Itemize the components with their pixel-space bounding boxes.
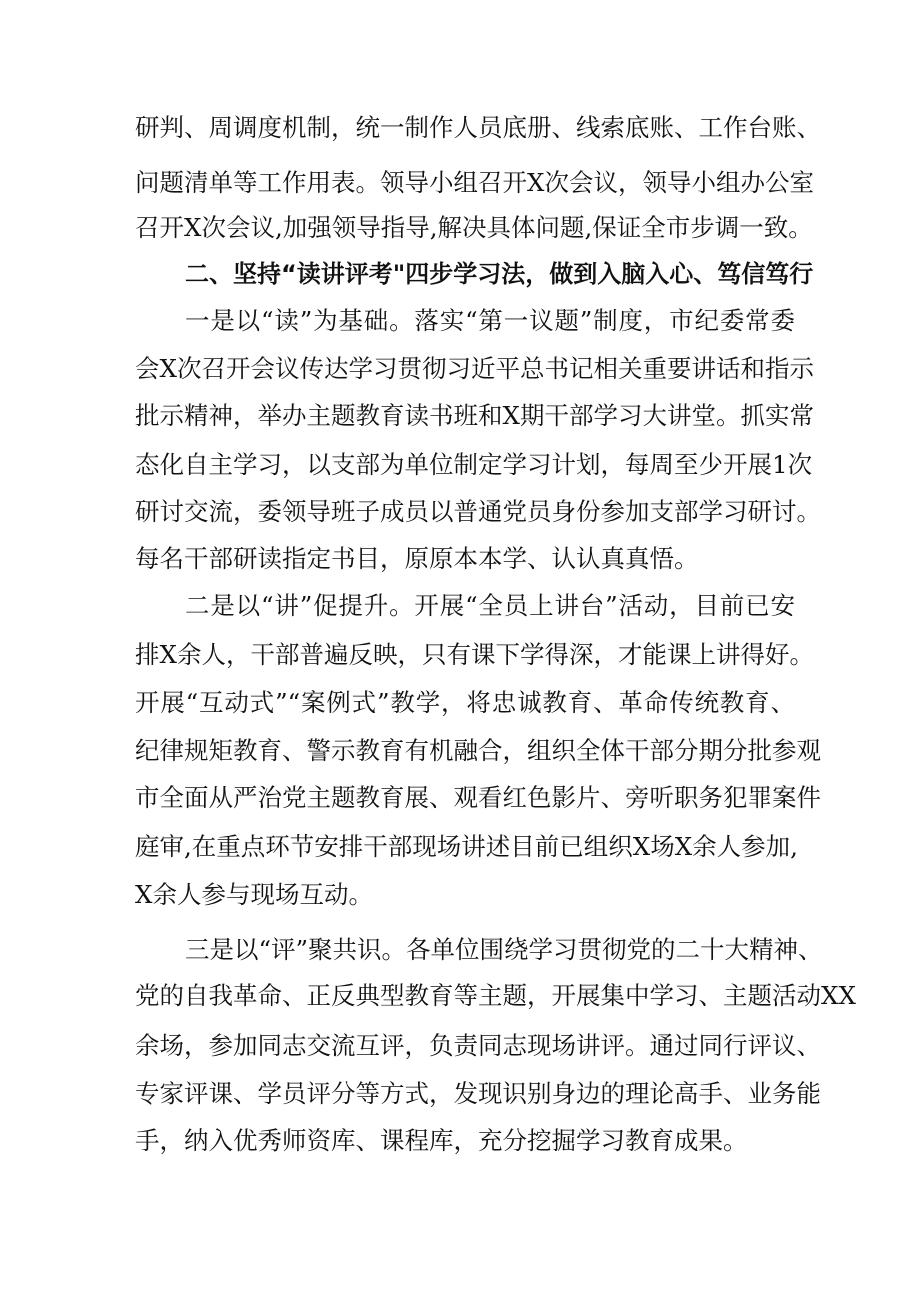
- text-line: 一是以“读”为基础。落实“第一议题”制度，市纪委常委: [185, 306, 795, 335]
- section-heading: 二、坚持“读讲评考"四步学习法，做到入脑入心、笃信笃行: [185, 260, 814, 288]
- text-line: 问题清单等工作用表。领导小组召开X次会议，领导小组办公室: [135, 168, 814, 197]
- text-line: 手，纳入优秀师资库、课程库，充分挖掘学习教育成果。: [135, 1126, 748, 1155]
- text-line: 每名干部研读指定书目，原原本本学、认认真真悟。: [135, 544, 699, 573]
- text-line: 党的自我革命、正反典型教育等主题，开展集中学习、主题活动XX: [135, 981, 856, 1010]
- text-line: 庭审,在重点环节安排干部现场讲述目前已组织X场X余人参加,: [135, 832, 798, 861]
- text-line: 批示精神，举办主题教育读书班和X期干部学习大讲堂。抓实常: [135, 401, 814, 430]
- text-line: 研讨交流，委领导班子成员以普通党员身份参加支部学习研讨。: [135, 497, 821, 526]
- text-line: 研判、周调度机制，统一制作人员底册、线索底账、工作台账、: [135, 113, 821, 142]
- text-line: 纪律规矩教育、警示教育有机融合，组织全体干部分期分批参观: [135, 736, 821, 765]
- text-line: 专家评课、学员评分等方式，发现识别身边的理论高手、业务能: [135, 1079, 821, 1108]
- text-line: 态化自主学习，以支部为单位制定学习计划，每周至少开展1次: [135, 450, 813, 479]
- text-line: 召开X次会议,加强领导指导,解决具体问题,保证全市步调一致。: [135, 213, 813, 242]
- text-line: X余人参与现场互动。: [135, 880, 373, 909]
- text-line: 会X次召开会议传达学习贯彻习近平总书记相关重要讲话和指示: [135, 354, 814, 383]
- text-line: 三是以“评”聚共识。各单位围绕学习贯彻党的二十大精神、: [185, 935, 823, 964]
- text-line: 开展“互动式”“案例式”教学，将忠诚教育、革命传统教育、: [135, 688, 795, 717]
- text-line: 市全面从严治党主题教育展、观看红色影片、旁听职务犯罪案件: [135, 783, 821, 812]
- text-line: 余场，参加同志交流互评，负责同志现场讲评。通过同行评议、: [135, 1031, 821, 1060]
- text-line: 排X余人，干部普遍反映，只有课下学得深，才能课上讲得好。: [135, 640, 814, 669]
- text-line: 二是以“讲”促提升。开展“全员上讲台”活动，目前已安: [185, 591, 795, 620]
